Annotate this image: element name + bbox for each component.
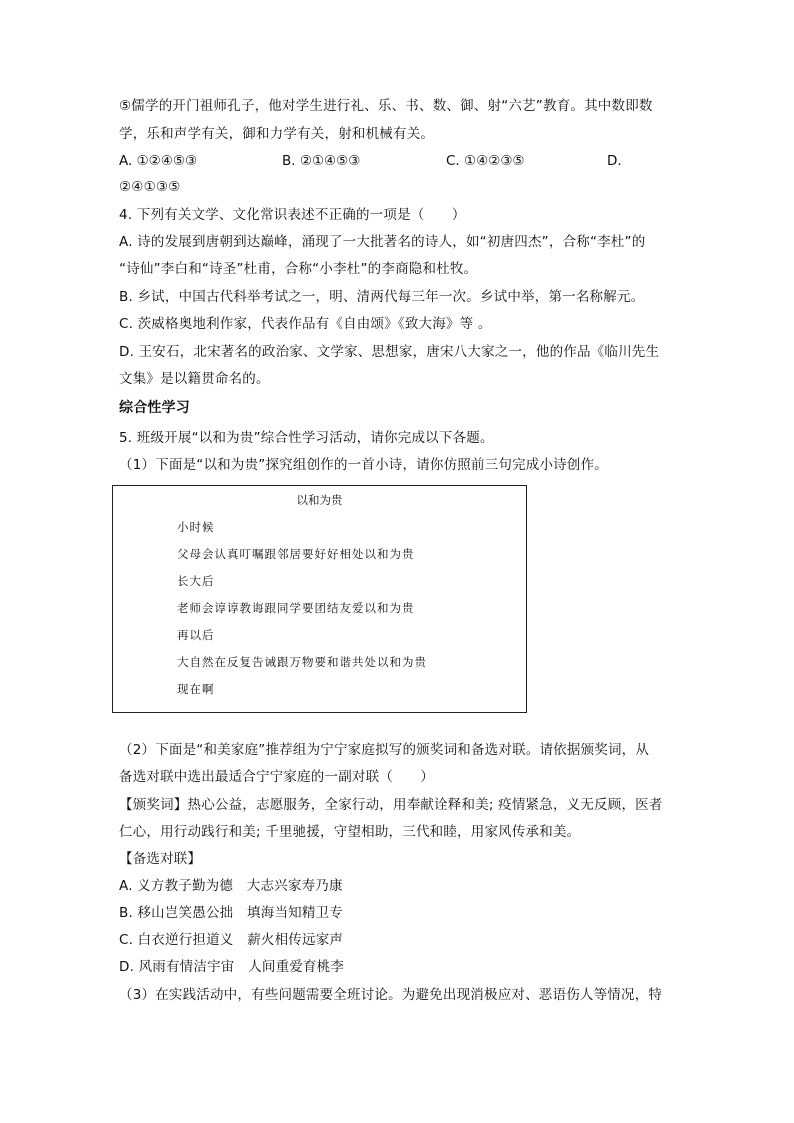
poem-line: 长大后 (177, 574, 215, 588)
q3-option-b: B. ②①④⑤③ (282, 153, 361, 169)
question-5-2-cont: 备选对联中选出最适合宁宁家庭的一副对联（ ） (119, 769, 435, 785)
couplet-option-b: B. 移山岂笑愚公拙 填海当知精卫专 (119, 905, 343, 921)
question-5-1: （1）下面是“以和为贵”探究组创作的一首小诗，请你仿照前三句完成小诗创作。 (119, 457, 608, 473)
poem-line: 老师会谆谆教诲跟同学要团结友爱以和为贵 (177, 601, 415, 615)
q3-option-d-cont: ②④①③⑤ (119, 179, 181, 195)
couplet-option-c: C. 白衣逆行担道义 薪火相传远家声 (119, 932, 344, 948)
couplet-option-a: A. 义方教子勤为德 大志兴家寿乃康 (119, 878, 343, 894)
q4-option-a-cont: “诗仙”李白和“诗圣”杜甫，合称“小李杜”的李商隐和杜牧。 (119, 261, 478, 277)
text-line: ⑤儒学的开门祖师孔子，他对学生进行礼、乐、书、数、御、射“六艺”教育。其中数即数 (119, 98, 653, 114)
poem-line: 现在啊 (177, 682, 215, 696)
question-4: 4. 下列有关文学、文化常识表述不正确的一项是（ ） (119, 207, 466, 223)
text-line: 学，乐和声学有关，御和力学有关，射和机械有关。 (119, 126, 435, 142)
poem-line: 小时候 (177, 520, 215, 534)
q3-option-a: A. ①②④⑤③ (119, 153, 198, 169)
award-text-cont: 仁心，用行动践行和美; 千里驰援，守望相助，三代和睦，用家风传承和美。 (119, 824, 581, 840)
poem-title: 以和为贵 (296, 493, 343, 507)
poem-line: 大自然在反复告诫跟万物要和谐共处以和为贵 (177, 655, 427, 669)
q3-option-d: D. (607, 153, 622, 169)
couplet-header: 【备选对联】 (119, 851, 202, 867)
poem-line: 再以后 (177, 628, 215, 642)
q4-option-c: C. 茨威格奥地利作家，代表作品有《自由颂》《致大海》等 。 (119, 316, 492, 332)
poem-line: 父母会认真叮嘱跟邻居要好好相处以和为贵 (177, 547, 415, 561)
question-5-2: （2）下面是“和美家庭”推荐组为宁宁家庭拟写的颁奖词和备选对联。请依据颁奖词，从 (119, 742, 650, 758)
poem-box (112, 485, 527, 713)
q4-option-a: A. 诗的发展到唐朝到达巅峰，涌现了一大批著名的诗人，如“初唐四杰”，合称“李杜”的 (119, 234, 646, 250)
q4-option-d-cont: 文集》是以籍贯命名的。 (119, 371, 270, 387)
q4-option-d: D. 王安石，北宋著名的政治家、文学家、思想家，唐宋八大家之一，他的作品《临川先生 (119, 344, 660, 360)
q4-option-b: B. 乡试，中国古代科举考试之一，明、清两代每三年一次。乡试中举，第一名称解元。 (119, 289, 645, 305)
couplet-option-d: D. 风雨有情洁宇宙 人间重爱育桃李 (119, 959, 345, 975)
q3-option-c: C. ①④②③⑤ (446, 153, 525, 169)
question-5-3: （3）在实践活动中，有些问题需要全班讨论。为避免出现消极应对、恶语伤人等情况，特 (119, 987, 663, 1003)
section-heading: 综合性学习 (119, 400, 190, 416)
award-text: 【颁奖词】热心公益，志愿服务，全家行动，用奉献诠释和美; 疫情紧急，义无反顾，医者 (119, 797, 663, 813)
question-5: 5. 班级开展“以和为贵”综合性学习活动，请你完成以下各题。 (119, 430, 494, 446)
